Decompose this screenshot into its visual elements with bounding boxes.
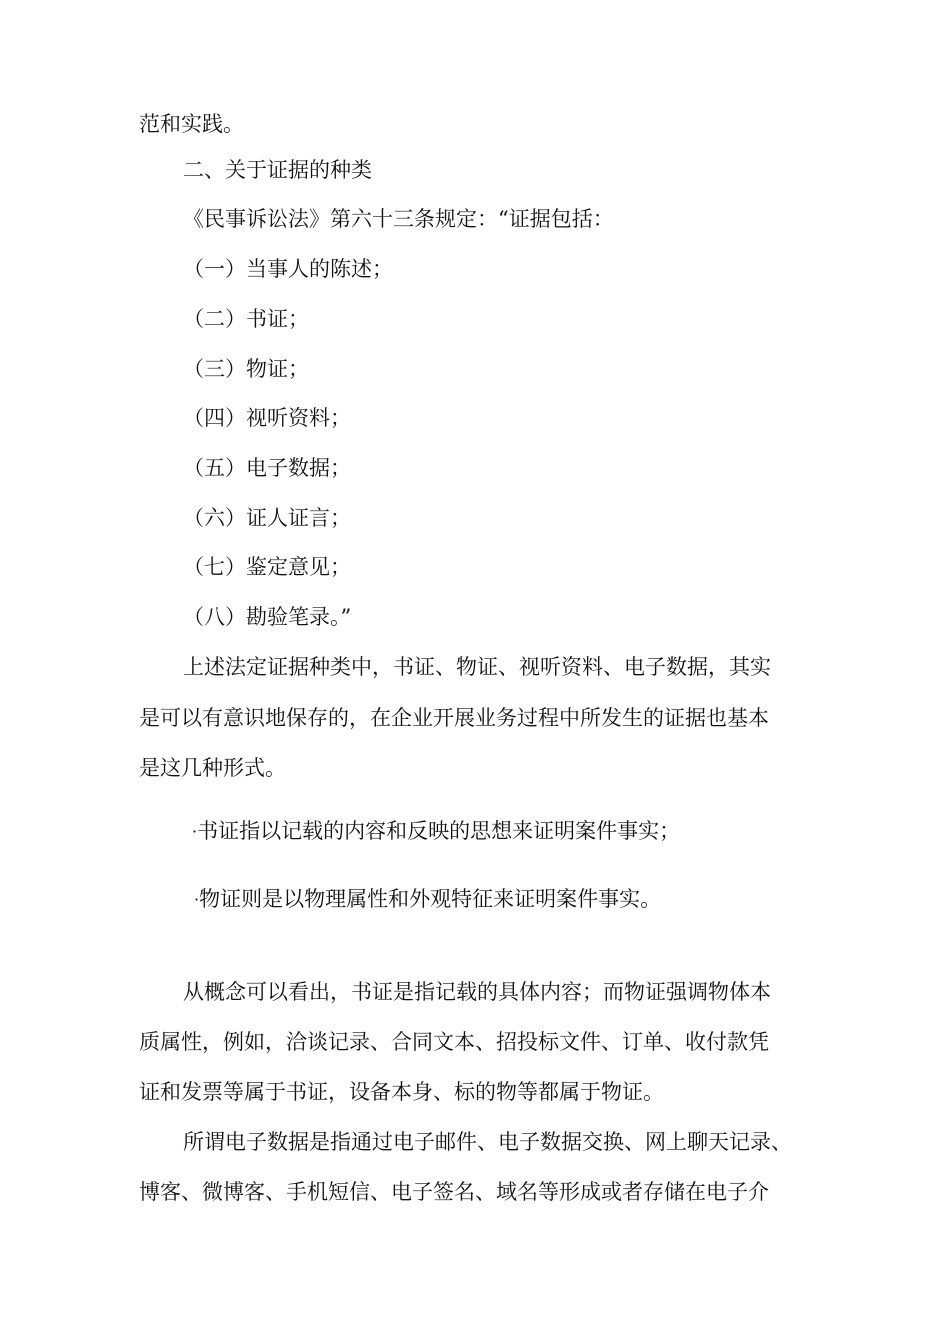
section-heading: 二、关于证据的种类 [183,158,372,182]
bullet-item [192,817,680,847]
list-item: （七）鉴定意见； [183,555,351,579]
text-line: 是可以有意识地保存的，在企业开展业务过程中所发生的证据也基本 [139,706,769,730]
bullet-icon: · [192,822,198,841]
text-line: 所谓电子数据是指通过电子邮件、电子数据交换、网上聊天记录、 [183,1130,792,1154]
list-item: （八）勘验笔录。” [183,605,352,629]
text-line: 质属性，例如，洽谈记录、合同文本、招投标文件、订单、收付款凭 [139,1030,769,1054]
text-line: 《民事诉讼法》第六十三条规定：“证据包括： [183,207,614,231]
list-item: （一）当事人的陈述； [183,257,393,281]
list-item: （三）物证； [183,357,309,381]
text-line: 证和发票等属于书证，设备本身、标的物等都属于物证。 [139,1080,664,1104]
bullet-text: 物证则是以物理属性和外观特征来证明案件事实。 [199,887,662,911]
text-line: 博客、微博客、手机短信、电子签名、域名等形成或者存储在电子介 [139,1180,769,1204]
text-line: 范和实践。 [139,112,244,136]
list-item: （五）电子数据； [183,456,351,480]
text-line: 是这几种形式。 [139,756,286,780]
text-line: 上述法定证据种类中，书证、物证、视听资料、电子数据，其实 [183,655,771,679]
text-line: 从概念可以看出，书证是指记载的具体内容；而物证强调物体本 [183,980,771,1004]
bullet-icon: · [194,890,200,909]
list-item: （二）书证； [183,307,309,331]
bullet-item [194,885,661,915]
bullet-text: 书证指以记载的内容和反映的思想来证明案件事实； [197,819,681,843]
list-item: （四）视听资料； [183,406,351,430]
list-item: （六）证人证言； [183,506,351,530]
